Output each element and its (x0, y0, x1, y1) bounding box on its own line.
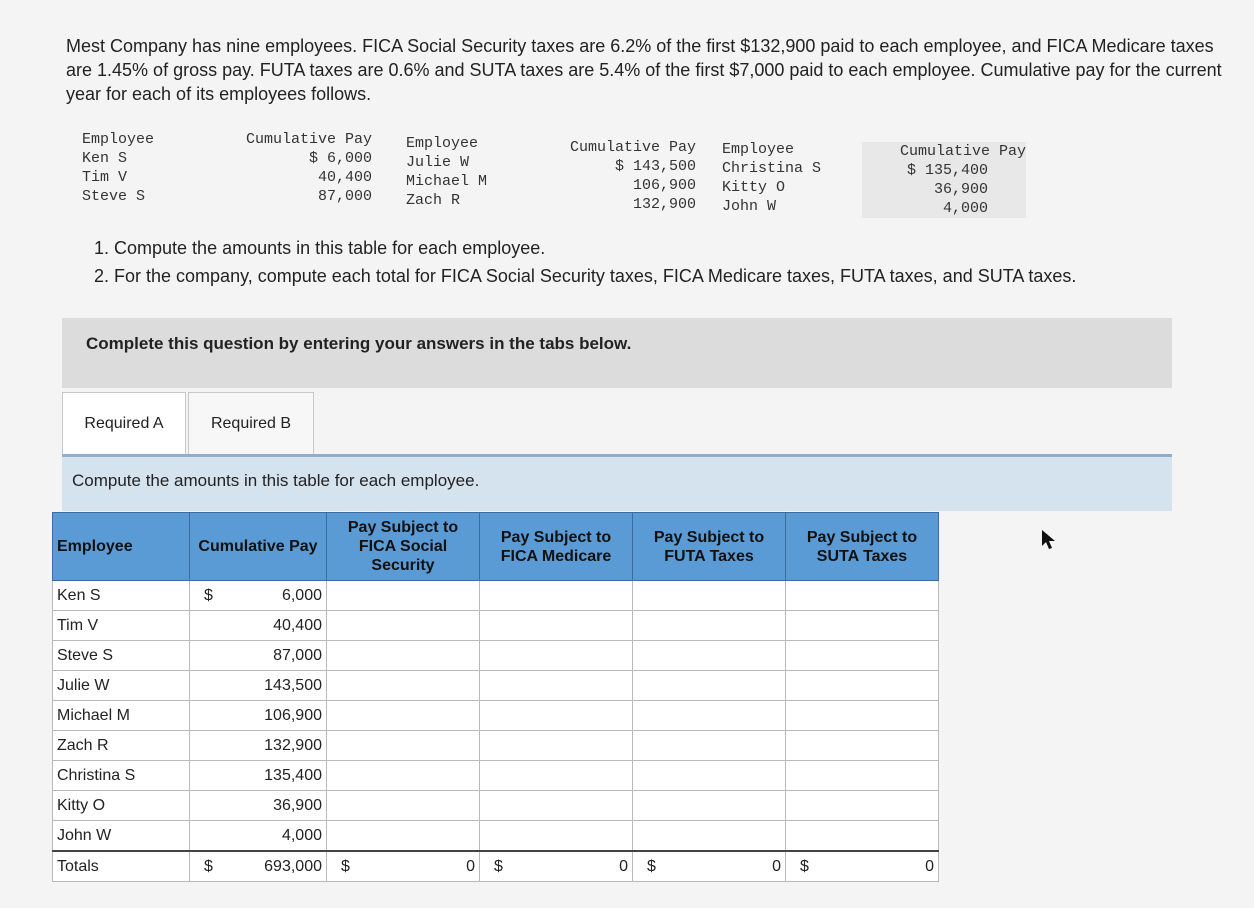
total-fica-ss (327, 851, 480, 882)
group-1-pays (232, 130, 372, 206)
question-list (94, 234, 1076, 290)
employee-name: John W (722, 198, 777, 215)
employee-header: Employee (406, 135, 479, 152)
total-fica-ss-value: 0 (466, 857, 475, 875)
cumulative-cell: 106,900 (190, 701, 327, 731)
total-fica-medicare (480, 851, 633, 882)
suta-input[interactable] (786, 791, 939, 821)
fica-medicare-input[interactable] (480, 731, 633, 761)
employee-cell: Julie W (53, 671, 190, 701)
futa-input[interactable] (633, 731, 786, 761)
group-3-employees (722, 140, 821, 216)
futa-input[interactable] (633, 791, 786, 821)
total-futa (633, 851, 786, 882)
employee-cell: Zach R (53, 731, 190, 761)
employee-name: Ken S (82, 150, 128, 167)
fica-ss-input[interactable] (327, 821, 480, 852)
cumulative-header: Cumulative Pay (569, 139, 696, 156)
group-2-pays (552, 138, 696, 214)
totals-row (53, 851, 939, 882)
total-suta-value: 0 (925, 857, 934, 875)
dollar-sign: $ (341, 857, 350, 875)
fica-ss-input[interactable] (327, 581, 480, 611)
fica-medicare-input[interactable] (480, 821, 633, 852)
col-fica-medicare: Pay Subject to FICA Medicare (480, 513, 633, 581)
futa-input[interactable] (633, 761, 786, 791)
question-2: 2. For the company, compute each total for FICA Social Security taxes, FICA Medicare taxes, FUTA taxes, and SUTA taxes. (94, 266, 1077, 286)
table-row (53, 581, 939, 611)
cumulative-pay: 4,000 (942, 200, 988, 217)
suta-input[interactable] (786, 731, 939, 761)
cumulative-header: Cumulative Pay (245, 131, 372, 148)
cumulative-pay: $ 6,000 (308, 150, 372, 167)
cumulative-cell: 132,900 (190, 731, 327, 761)
cumulative-cell: 4,000 (190, 821, 327, 852)
cumulative-cell: 135,400 (190, 761, 327, 791)
table-row (53, 611, 939, 641)
cumulative-cell: 87,000 (190, 641, 327, 671)
problem-intro: Mest Company has nine employees. FICA Social Security taxes are 6.2% of the first $132,900 paid to each employee, and FICA Medicare taxes are 1.45% of gross pay. FUTA taxes are 0.6% and SUTA taxes are 5.4% of the first $7,000 paid to each employee. Cumulative pay for the current year for each of its employees follows. (66, 36, 1222, 104)
employee-name: Michael M (406, 173, 488, 190)
tab-required-a[interactable]: Required A (62, 392, 186, 455)
futa-input[interactable] (633, 821, 786, 852)
dollar-sign: $ (647, 857, 656, 875)
cumulative-pay: 132,900 (632, 196, 696, 213)
futa-input[interactable] (633, 641, 786, 671)
fica-ss-input[interactable] (327, 641, 480, 671)
employee-header: Employee (722, 141, 795, 158)
group-1-employees (82, 130, 154, 206)
fica-ss-input[interactable] (327, 731, 480, 761)
cumulative-cell (190, 581, 327, 611)
table-row (53, 701, 939, 731)
dollar-sign: $ (800, 857, 809, 875)
fica-ss-input[interactable] (327, 791, 480, 821)
fica-medicare-input[interactable] (480, 791, 633, 821)
col-futa: Pay Subject to FUTA Taxes (633, 513, 786, 581)
cumulative-pay: 87,000 (317, 188, 372, 205)
payroll-table (52, 512, 939, 882)
fica-ss-input[interactable] (327, 761, 480, 791)
total-suta (786, 851, 939, 882)
suta-input[interactable] (786, 761, 939, 791)
fica-ss-input[interactable] (327, 671, 480, 701)
table-header-row (53, 513, 939, 581)
cumulative-pay: 36,900 (933, 181, 988, 198)
suta-input[interactable] (786, 641, 939, 671)
employee-header: Employee (82, 131, 155, 148)
fica-ss-input[interactable] (327, 611, 480, 641)
futa-input[interactable] (633, 611, 786, 641)
dollar-sign: $ (494, 857, 503, 875)
cumulative-pay: $ 135,400 (906, 162, 988, 179)
futa-input[interactable] (633, 671, 786, 701)
col-fica-ss: Pay Subject to FICA Social Security (327, 513, 480, 581)
employee-cell: Ken S (53, 581, 190, 611)
dollar-sign: $ (204, 586, 213, 604)
table-row (53, 641, 939, 671)
fica-medicare-input[interactable] (480, 641, 633, 671)
cumulative-cell: 40,400 (190, 611, 327, 641)
suta-input[interactable] (786, 581, 939, 611)
cumulative-cell: 36,900 (190, 791, 327, 821)
employee-name: Kitty O (722, 179, 786, 196)
employee-name: Zach R (406, 192, 461, 209)
fica-medicare-input[interactable] (480, 701, 633, 731)
fica-medicare-input[interactable] (480, 581, 633, 611)
tab-instruction (62, 457, 1172, 511)
table-row (53, 791, 939, 821)
col-suta: Pay Subject to SUTA Taxes (786, 513, 939, 581)
employee-cell: Christina S (53, 761, 190, 791)
instructions-banner (62, 318, 1172, 388)
mouse-cursor-icon (1040, 528, 1060, 550)
group-3-pays (862, 142, 1026, 218)
fica-medicare-input[interactable] (480, 671, 633, 701)
futa-input[interactable] (633, 581, 786, 611)
employee-cell: John W (53, 821, 190, 852)
employee-name: Steve S (82, 188, 146, 205)
fica-medicare-input[interactable] (480, 611, 633, 641)
employee-cell: Kitty O (53, 791, 190, 821)
total-cumulative-value: 693,000 (264, 857, 322, 875)
tab-required-b[interactable]: Required B (188, 392, 314, 455)
question-1: 1. Compute the amounts in this table for each employee. (94, 238, 546, 258)
cumulative-pay: $ 143,500 (614, 158, 696, 175)
dollar-sign: $ (204, 857, 213, 875)
total-fica-medicare-value: 0 (619, 857, 628, 875)
col-cumulative: Cumulative Pay (190, 513, 327, 581)
suta-input[interactable] (786, 701, 939, 731)
table-row (53, 821, 939, 852)
fica-ss-input[interactable] (327, 701, 480, 731)
employee-cell: Michael M (53, 701, 190, 731)
table-row (53, 731, 939, 761)
employee-name: Tim V (82, 169, 128, 186)
suta-input[interactable] (786, 611, 939, 641)
table-row (53, 671, 939, 701)
table-row (53, 761, 939, 791)
suta-input[interactable] (786, 821, 939, 852)
cumulative-pay: 106,900 (632, 177, 696, 194)
employee-name: Julie W (406, 154, 470, 171)
suta-input[interactable] (786, 671, 939, 701)
cumulative-header: Cumulative Pay (899, 143, 1026, 160)
instruction-text: Compute the amounts in this table for each employee. (72, 471, 480, 490)
col-employee: Employee (53, 513, 190, 581)
totals-label: Totals (53, 851, 190, 882)
cumulative-pay: 40,400 (317, 169, 372, 186)
banner-text: Complete this question by entering your answers in the tabs below. (86, 334, 632, 353)
employee-cell: Steve S (53, 641, 190, 671)
cumulative-cell: 143,500 (190, 671, 327, 701)
employee-name: Christina S (722, 160, 822, 177)
employee-cell: Tim V (53, 611, 190, 641)
total-futa-value: 0 (772, 857, 781, 875)
cumulative-value: 6,000 (281, 586, 322, 604)
fica-medicare-input[interactable] (480, 761, 633, 791)
total-cumulative (190, 851, 327, 882)
group-2-employees (406, 134, 487, 210)
futa-input[interactable] (633, 701, 786, 731)
